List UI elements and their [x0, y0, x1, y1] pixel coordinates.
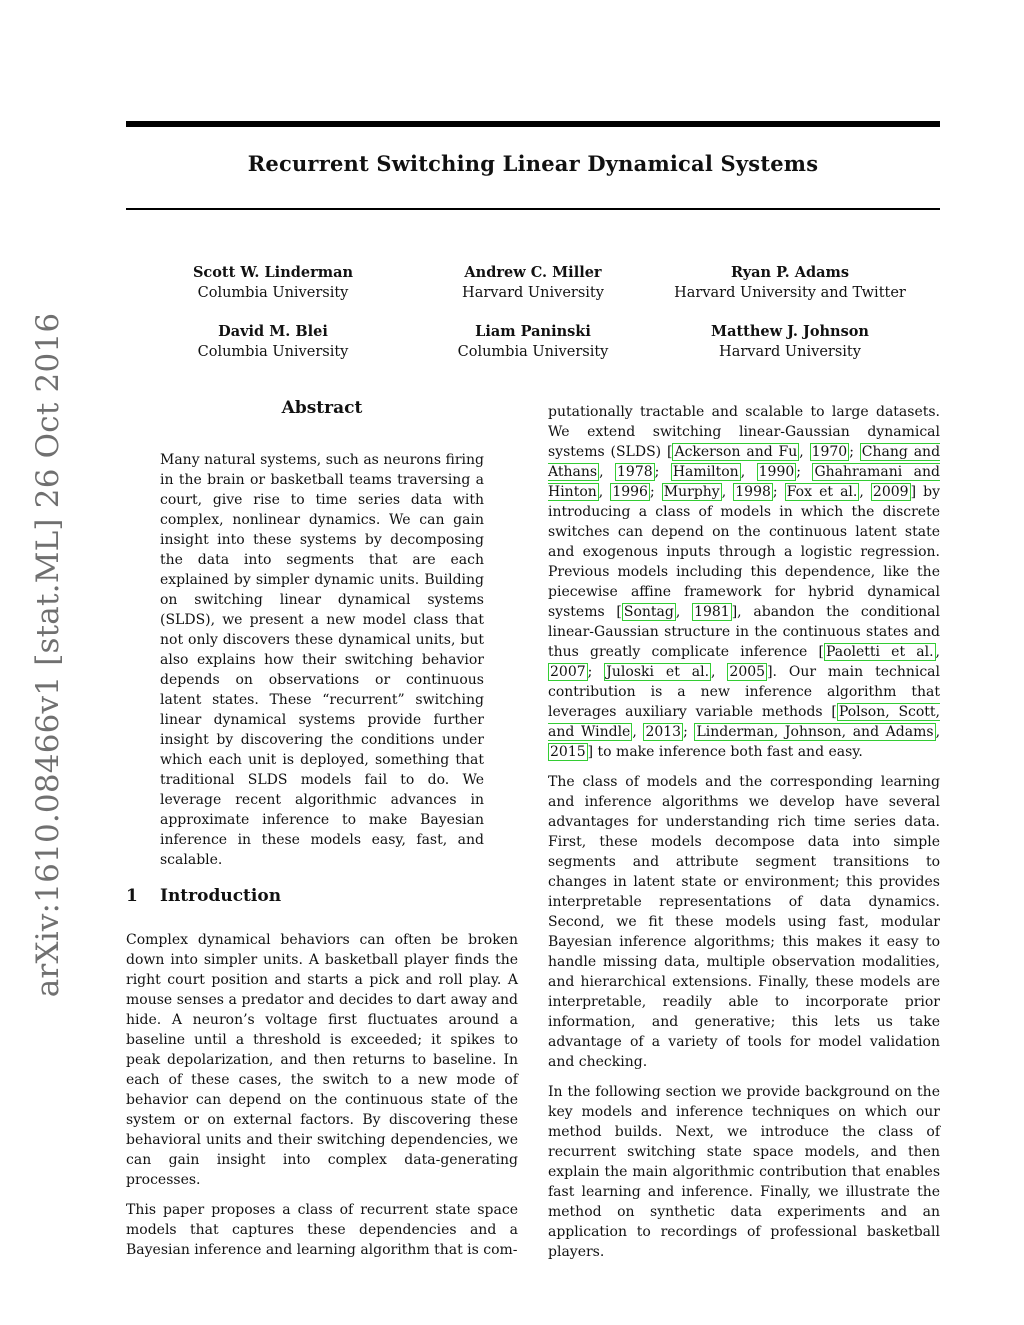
section-number: 1 [126, 886, 138, 906]
paragraph-text: , [935, 724, 941, 740]
paragraph-text: , [859, 484, 871, 500]
left-column-body [126, 930, 518, 1270]
author-block [660, 322, 920, 362]
paragraph-text: , [598, 484, 611, 500]
author-affiliation: Columbia University [457, 344, 609, 360]
paragraph-text: , [599, 464, 615, 480]
author-affiliation: Columbia University [197, 344, 349, 360]
paragraph-text: ; [683, 724, 695, 740]
paragraph-text: , [632, 724, 644, 740]
author-block [143, 322, 403, 362]
paragraph-text: ; [772, 484, 785, 500]
paragraph-text: ]. Our main technical contribution is a new inference algorithm that leverages auxiliary variable methods [ [548, 664, 940, 720]
citation-link[interactable]: 1990 [758, 464, 795, 480]
author-name: David M. Blei [218, 323, 328, 340]
citation-link[interactable]: Murphy [663, 484, 720, 500]
paragraph: This paper proposes a class of recurrent state space models that captures these dependencies and a Bayesian inference and learning algorithm that is com- [126, 1202, 518, 1258]
citation-link[interactable]: Fox et al. [786, 484, 858, 500]
paragraph-text: ; [649, 484, 662, 500]
author-affiliation: Harvard University and Twitter [674, 285, 906, 301]
title-rule-bottom [126, 208, 940, 210]
paragraph: In the following section we provide background on the key models and inference techniques on which our method builds. Next, we introduce the class of recurrent switching state space models, and then explain the main algorithmic contribution that enables fast learning and inference. Finally, we illustrate the method on synthetic data experiments and an application to recordings of professional basketball players. [548, 1084, 940, 1260]
paragraph-text: ] by introducing a class of models in which the discrete switches can depend on the continuous latent state and exogenous inputs through a logistic regression. Previous models including this dependence, like the piecewise affine framework for hybrid dynamical systems [ [548, 484, 940, 620]
citation-link[interactable]: 2013 [645, 724, 682, 740]
paragraph-text: , [740, 464, 757, 480]
paragraph: Complex dynamical behaviors can often be broken down into simpler units. A basketball player finds the right court position and starts a pick and roll play. A mouse senses a predator and decides to dart away and hide. A neuron’s voltage first fluctuates around a baseline until a threshold is exceeded; it spikes to peak depolarization, and then returns to baseline. In each of these cases, the switch to a new mode of behavior can depend on the continuous state of the system or on external factors. By discovering these behavioral units and their switching dependencies, we can gain insight into complex data-generating processes. [126, 932, 518, 1188]
paragraph-text: ; [849, 444, 860, 460]
paragraph-text: , [711, 664, 728, 680]
arxiv-stamp: arXiv:1610.08466v1 [stat.ML] 26 Oct 2016 [30, 312, 66, 998]
author-affiliation: Columbia University [197, 285, 349, 301]
citation-link[interactable]: Linderman, Johnson, and Adams [696, 724, 934, 740]
abstract-text: Many natural systems, such as neurons firing in the brain or basketball teams traversing a court, give rise to time series data with complex, nonlinear dynamics. We can gain insight into these systems by decomposing the data into segments that are each explained by simpler dynamic units. Building on switching linear dynamical systems (SLDS), we present a new model class that not only discovers these dynamical units, but also explains how their switching behavior depends on observations or continuous latent states. These “recurrent” switching linear dynamical systems provide further insight by discovering the conditions under which each unit is deployed, something that traditional SLDS models fail to do. We leverage recent algorithmic advances in approximate inference to make Bayesian inference in these models easy, fast, and scalable. [160, 452, 484, 868]
paragraph-text: ; [587, 664, 605, 680]
paragraph-text: putationally tractable and scalable to large datasets. We extend switching linear-Gaussian dynamical systems (SLDS) [ [548, 404, 940, 460]
citation-link[interactable]: Paoletti et al. [825, 644, 934, 660]
citation-link[interactable]: 2015 [550, 744, 586, 760]
citation-link[interactable]: Polson, Scott, and Windle [548, 704, 941, 740]
citation-link[interactable]: 2009 [872, 484, 909, 500]
citation-link[interactable]: 1970 [811, 444, 848, 460]
citation-link[interactable]: Sontag [623, 604, 674, 620]
author-name: Ryan P. Adams [730, 264, 850, 281]
citation-link[interactable]: 1981 [694, 604, 730, 620]
paragraph-text: ] to make inference both fast and easy. [587, 744, 863, 760]
author-block [660, 263, 920, 303]
paragraph-text: ; [796, 464, 813, 480]
citation-link[interactable]: 2005 [729, 664, 766, 680]
title-rule-top [126, 121, 940, 127]
citation-link[interactable]: 1998 [735, 484, 771, 500]
author-block [403, 263, 663, 303]
paragraph-text: , [721, 484, 734, 500]
citation-link[interactable]: Hamilton [672, 464, 739, 480]
citation-link[interactable]: Ackerson and Fu [674, 444, 798, 460]
paragraph-text: , [675, 604, 693, 620]
author-name: Scott W. Linderman [192, 264, 354, 281]
paper-title: Recurrent Switching Linear Dynamical Systems [247, 151, 819, 176]
citation-link[interactable]: Ghahramani and Hinton [548, 464, 941, 500]
citation-link[interactable]: Chang and Athans [548, 444, 941, 480]
citation-link[interactable]: 1996 [612, 484, 648, 500]
section-heading [126, 886, 281, 906]
paragraph-text: , [799, 444, 810, 460]
author-block [143, 263, 403, 303]
paragraph-text: ; [654, 464, 671, 480]
paragraph-text: , [935, 644, 940, 660]
citation-link[interactable]: 2007 [550, 664, 586, 680]
citation-link[interactable]: Juloski et al. [606, 664, 710, 680]
section-title: Introduction [160, 886, 282, 906]
author-name: Matthew J. Johnson [711, 323, 869, 340]
paragraph [548, 402, 940, 762]
right-column-body [548, 402, 940, 1272]
author-affiliation: Harvard University [719, 344, 861, 360]
abstract-heading: Abstract [281, 398, 363, 418]
author-block [403, 322, 663, 362]
author-name: Liam Paninski [475, 323, 591, 340]
author-affiliation: Harvard University [462, 285, 604, 301]
paragraph: The class of models and the corresponding learning and inference algorithms we develop have several advantages for understanding rich time series data. First, these models decompose data into simple segments and attribute segment transitions to changes in latent state or environment; this provides interpretable representations of data dynamics. Second, we fit these models using fast, modular Bayesian inference algorithms; this makes it easy to handle missing data, multiple observation modalities, and hierarchical extensions. Finally, these models are interpretable, readily able to incorporate prior information, and generative; this lets us take advantage of a variety of tools for model validation and checking. [548, 774, 940, 1070]
citation-link[interactable]: 1978 [617, 464, 653, 480]
paragraph-text: ], abandon the conditional linear-Gaussian structure in the continuous states and thus greatly complicate inference [ [548, 604, 941, 660]
author-name: Andrew C. Miller [464, 264, 602, 281]
